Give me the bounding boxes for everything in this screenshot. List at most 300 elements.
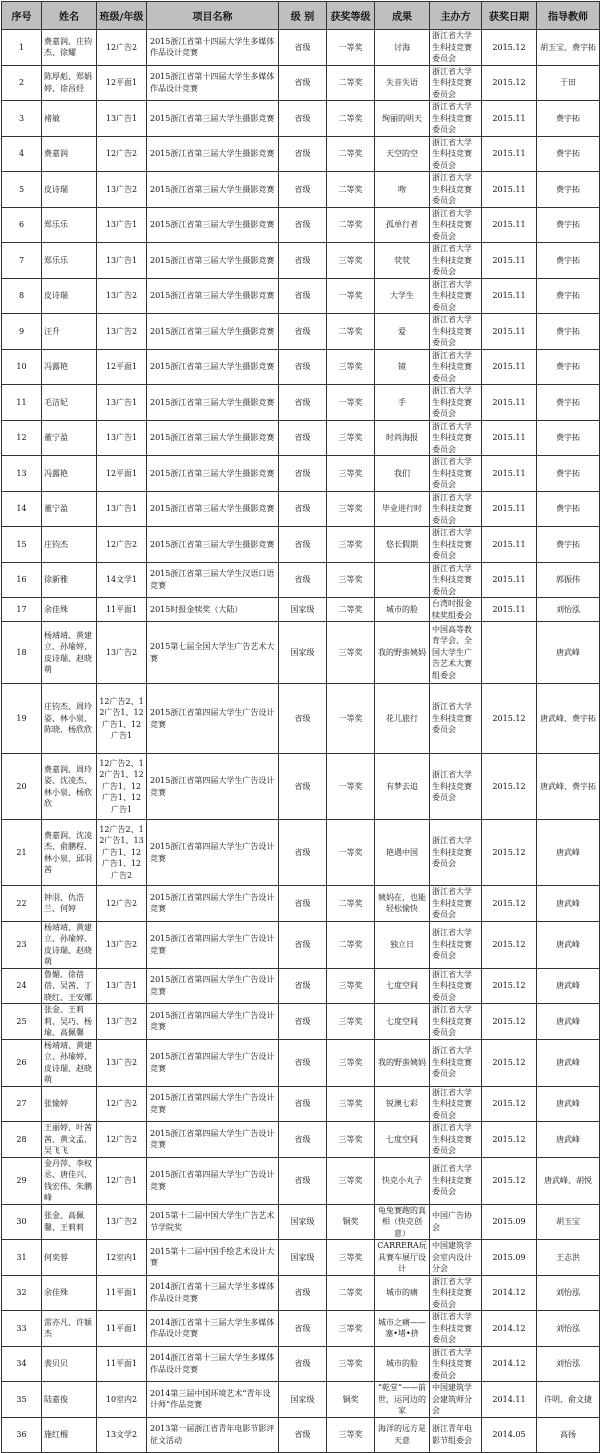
table-row (2, 622, 600, 684)
work-cell: 有梦去追 (375, 754, 430, 820)
project-cell: 2015浙江省第三届大学生摄影竞赛 (147, 101, 279, 137)
class-cell: 13广告2 (97, 622, 147, 684)
host-cell: 浙江省大学生科技竞赛委员会 (430, 1086, 482, 1122)
level-cell: 省级 (279, 754, 327, 820)
header-cell: 级 别 (279, 2, 327, 30)
date-cell: 2015.11 (482, 314, 537, 350)
teacher-cell: 郭振伟 (537, 562, 600, 598)
host-cell: 浙江省大学生科技竞赛委员会 (430, 1157, 482, 1204)
project-cell: 2014第三届中国环境艺术“青年设计师”作品竞赛 (147, 1382, 279, 1418)
header-cell: 项目名称 (147, 2, 279, 30)
project-cell: 2015浙江省第三届大学生摄影竞赛 (147, 136, 279, 172)
row-number-cell: 34 (2, 1346, 42, 1382)
award-cell: 二等奖 (327, 207, 375, 243)
work-cell: 七度空间 (375, 968, 430, 1004)
host-cell: 浙江省大学生科技竞赛委员会 (430, 207, 482, 243)
class-cell: 11平面1 (97, 1346, 147, 1382)
teacher-cell: 费宇拓 (537, 243, 600, 279)
project-cell: 2015浙江省第四届大学生广告设计竞赛 (147, 820, 279, 886)
award-cell: 一等奖 (327, 385, 375, 421)
work-cell: 海洋的远方是天意 (375, 1417, 430, 1452)
class-cell: 13广告2 (97, 278, 147, 314)
work-cell: 我的野蛮姨妈 (375, 622, 430, 684)
name-cell: 郑乐乐 (42, 207, 97, 243)
row-number-cell: 35 (2, 1382, 42, 1418)
work-cell: 手 (375, 385, 430, 421)
teacher-cell: 唐武峰、费宇拓 (537, 754, 600, 820)
awards-table (1, 1, 600, 1453)
teacher-cell: 唐武峰 (537, 886, 600, 922)
row-number-cell: 29 (2, 1157, 42, 1204)
work-cell: 茕茕 (375, 243, 430, 279)
header-cell: 指导教师 (537, 2, 600, 30)
work-cell: 快克小丸子 (375, 1157, 430, 1204)
date-cell: 2014.05 (482, 1417, 537, 1452)
teacher-cell: 刘怡泓 (537, 1311, 600, 1347)
host-cell: 浙江省大学生科技竞赛委员会 (430, 1346, 482, 1382)
class-cell: 13广告1 (97, 491, 147, 527)
teacher-cell: 于田 (537, 65, 600, 101)
row-number-cell: 27 (2, 1086, 42, 1122)
host-cell: 浙江省大学生科技竞赛委员会 (430, 1004, 482, 1040)
date-cell: 2015.12 (482, 1122, 537, 1158)
project-cell: 2015浙江省第十四届大学生多媒体作品设计竞赛 (147, 65, 279, 101)
table-row (2, 243, 600, 279)
date-cell: 2015.11 (482, 527, 537, 563)
table-row (2, 349, 600, 385)
table-row (2, 1039, 600, 1086)
name-cell: 徐新雅 (42, 562, 97, 598)
work-cell: 天空的空 (375, 136, 430, 172)
project-cell: 2013第一届浙江省青年电影节影评征文活动 (147, 1417, 279, 1452)
project-cell: 2015浙江省第三届大学生摄影竞赛 (147, 172, 279, 208)
teacher-cell: 唐武峰 (537, 921, 600, 968)
work-cell: 吻 (375, 172, 430, 208)
award-cell: 二等奖 (327, 314, 375, 350)
class-cell: 11平面1 (97, 1275, 147, 1311)
level-cell: 省级 (279, 1157, 327, 1204)
date-cell: 2015.11 (482, 278, 537, 314)
award-cell: 铜奖 (327, 1204, 375, 1240)
name-cell: 陈厚彪、郑娟婷、徐昌烃 (42, 65, 97, 101)
level-cell: 省级 (279, 349, 327, 385)
host-cell: 浙江省大学生科技竞赛委员会 (430, 456, 482, 492)
work-cell (375, 562, 430, 598)
date-cell: 2015.11 (482, 562, 537, 598)
date-cell: 2015.12 (482, 754, 537, 820)
host-cell: 浙江省大学生科技竞赛委员会 (430, 684, 482, 754)
level-cell: 省级 (279, 65, 327, 101)
name-cell: 费嘉润、周玲姿、沈凌杰、林小泉、杨欣欣 (42, 754, 97, 820)
class-cell: 12广告1 (97, 1157, 147, 1204)
work-cell: 城市之痛——塞•堵•挤 (375, 1311, 430, 1347)
date-cell: 2015.11 (482, 101, 537, 137)
table-row (2, 921, 600, 968)
row-number-cell: 8 (2, 278, 42, 314)
row-number-cell: 36 (2, 1417, 42, 1452)
project-cell: 2015浙江省第四届大学生广告设计竞赛 (147, 886, 279, 922)
class-cell: 13广告2 (97, 172, 147, 208)
name-cell: 费嘉润、庄钧杰、徐耀 (42, 30, 97, 66)
row-number-cell: 7 (2, 243, 42, 279)
teacher-cell: 唐武峰 (537, 1039, 600, 1086)
award-cell: 三等奖 (327, 420, 375, 456)
row-number-cell: 33 (2, 1311, 42, 1347)
award-cell: 二等奖 (327, 65, 375, 101)
name-cell: 张金、王莉莉、吴巧、杨瑜、高佩馨 (42, 1004, 97, 1040)
row-number-cell: 21 (2, 820, 42, 886)
work-cell: 花儿旅行 (375, 684, 430, 754)
teacher-cell: 唐武峰 (537, 1086, 600, 1122)
level-cell: 省级 (279, 385, 327, 421)
project-cell: 2015浙江省第三届大学生摄影竞赛 (147, 527, 279, 563)
row-number-cell: 24 (2, 968, 42, 1004)
name-cell: 余佳殊 (42, 1275, 97, 1311)
row-number-cell: 12 (2, 420, 42, 456)
teacher-cell: 刘怡泓 (537, 598, 600, 622)
work-cell: 七度空间 (375, 1122, 430, 1158)
work-cell: 姨妈在，也能轻松愉快 (375, 886, 430, 922)
award-cell: 三等奖 (327, 1346, 375, 1382)
host-cell: 中国广告协会 (430, 1204, 482, 1240)
project-cell: 2015浙江省第四届大学生广告设计竞赛 (147, 1039, 279, 1086)
award-cell: 三等奖 (327, 622, 375, 684)
date-cell: 2015.11 (482, 385, 537, 421)
level-cell: 省级 (279, 278, 327, 314)
table-row (2, 1275, 600, 1311)
header-row (2, 2, 600, 30)
date-cell: 2015.12 (482, 65, 537, 101)
row-number-cell: 5 (2, 172, 42, 208)
teacher-cell: 费宇拓 (537, 349, 600, 385)
row-number-cell: 9 (2, 314, 42, 350)
name-cell: 董宁盈 (42, 491, 97, 527)
award-cell: 一等奖 (327, 278, 375, 314)
project-cell: 2015第十二届中国手绘艺术设计大赛 (147, 1240, 279, 1276)
teacher-cell: 唐武峰 (537, 1004, 600, 1040)
date-cell: 2015.12 (482, 1004, 537, 1040)
level-cell: 省级 (279, 820, 327, 886)
class-cell: 12广告2 (97, 1086, 147, 1122)
project-cell: 2014浙江省第十三届大学生多媒体作品设计竞赛 (147, 1275, 279, 1311)
table-row (2, 65, 600, 101)
class-cell: 13广告2 (97, 921, 147, 968)
host-cell: 浙江省大学生科技竞赛委员会 (430, 1311, 482, 1347)
name-cell: 张愉婷 (42, 1086, 97, 1122)
name-cell: 董宁盈 (42, 420, 97, 456)
host-cell: 浙江省大学生科技竞赛委员会 (430, 754, 482, 820)
class-cell: 12广告2、12广告1、13广告1、12广告1、12广告2 (97, 820, 147, 886)
name-cell: 陆嘉俊 (42, 1382, 97, 1418)
host-cell: 浙江省大学生科技竞赛委员会 (430, 1275, 482, 1311)
header-cell: 主办方 (430, 2, 482, 30)
teacher-cell: 费宇拓 (537, 101, 600, 137)
name-cell: 杨靖靖、黄建立、孙瑜婷、皮诗瑞、赵晓萌 (42, 622, 97, 684)
date-cell: 2015.12 (482, 820, 537, 886)
row-number-cell: 10 (2, 349, 42, 385)
name-cell: 庄钧杰、周玲姿、林小泉、陈晓、杨欣欣 (42, 684, 97, 754)
name-cell: 杨靖靖、黄建立、孙瑜婷、皮诗瑞、赵晓萌 (42, 921, 97, 968)
work-cell: 悠长假期 (375, 527, 430, 563)
row-number-cell: 25 (2, 1004, 42, 1040)
host-cell: 浙江省大学生科技竞赛委员会 (430, 243, 482, 279)
row-number-cell: 23 (2, 921, 42, 968)
award-cell: 三等奖 (327, 1039, 375, 1086)
work-cell: 城市的痛 (375, 1275, 430, 1311)
work-cell: 我的野蛮姨妈 (375, 1039, 430, 1086)
award-cell: 三等奖 (327, 1004, 375, 1040)
project-cell: 2015浙江省第三届大学生摄影竞赛 (147, 349, 279, 385)
teacher-cell: 费宇拓 (537, 314, 600, 350)
teacher-cell: 唐武峰 (537, 1122, 600, 1158)
class-cell: 12广告2、12广告1、12广告1、12广告1、12广告1 (97, 754, 147, 820)
project-cell: 2015浙江省第四届大学生广告设计竞赛 (147, 921, 279, 968)
class-cell: 12广告2、12广告1、12广告1、12广告1 (97, 684, 147, 754)
award-cell: 三等奖 (327, 491, 375, 527)
teacher-cell: 费宇拓 (537, 207, 600, 243)
award-cell: 三等奖 (327, 1417, 375, 1452)
teacher-cell: 胡玉宝 (537, 1204, 600, 1240)
host-cell: 浙江省大学生科技竞赛委员会 (430, 385, 482, 421)
date-cell: 2015.11 (482, 598, 537, 622)
class-cell: 12广告2 (97, 527, 147, 563)
date-cell: 2015.12 (482, 1157, 537, 1204)
level-cell: 省级 (279, 1039, 327, 1086)
date-cell: 2015.12 (482, 1039, 537, 1086)
level-cell: 省级 (279, 1275, 327, 1311)
table-row (2, 491, 600, 527)
table-row (2, 754, 600, 820)
table-row (2, 1240, 600, 1276)
level-cell: 省级 (279, 1311, 327, 1347)
project-cell: 2015时报金犊奖（大陆） (147, 598, 279, 622)
project-cell: 2015浙江省第四届大学生广告设计竞赛 (147, 1122, 279, 1158)
row-number-cell: 11 (2, 385, 42, 421)
award-cell: 三等奖 (327, 456, 375, 492)
award-cell: 三等奖 (327, 1157, 375, 1204)
project-cell: 2015第十二届中国大学生广告艺术节学院奖 (147, 1204, 279, 1240)
level-cell: 省级 (279, 562, 327, 598)
header-cell: 获奖等级 (327, 2, 375, 30)
project-cell: 2015浙江省第四届大学生广告设计竞赛 (147, 1086, 279, 1122)
award-cell: 二等奖 (327, 172, 375, 208)
date-cell: 2015.11 (482, 136, 537, 172)
date-cell (482, 622, 537, 684)
teacher-cell: 唐武峰 (537, 968, 600, 1004)
level-cell: 省级 (279, 456, 327, 492)
class-cell: 13文学2 (97, 1417, 147, 1452)
award-cell: 二等奖 (327, 598, 375, 622)
row-number-cell: 4 (2, 136, 42, 172)
class-cell: 12平面1 (97, 65, 147, 101)
work-cell: “乾堂”——前世，运河边的家 (375, 1382, 430, 1418)
level-cell: 省级 (279, 968, 327, 1004)
level-cell: 省级 (279, 101, 327, 137)
name-cell: 汪升 (42, 314, 97, 350)
header-cell: 姓名 (42, 2, 97, 30)
award-cell: 二等奖 (327, 101, 375, 137)
work-cell: 失音失语 (375, 65, 430, 101)
host-cell: 中国建筑学会室内设计分会 (430, 1240, 482, 1276)
teacher-cell: 费宇拓 (537, 456, 600, 492)
table-row (2, 1346, 600, 1382)
date-cell: 2015.12 (482, 921, 537, 968)
teacher-cell: 唐武峰、费宇拓 (537, 684, 600, 754)
row-number-cell: 16 (2, 562, 42, 598)
host-cell: 浙江省大学生科技竞赛委员会 (430, 1039, 482, 1086)
name-cell: 皮诗瑞 (42, 172, 97, 208)
award-cell: 一等奖 (327, 754, 375, 820)
name-cell: 冯露艳 (42, 456, 97, 492)
work-cell: 七度空间 (375, 1004, 430, 1040)
host-cell: 浙江省大学生科技竞赛委员会 (430, 349, 482, 385)
host-cell: 浙江青年电影节组委会 (430, 1417, 482, 1452)
teacher-cell: 许明、俞文捷 (537, 1382, 600, 1418)
award-cell: 三等奖 (327, 1311, 375, 1347)
project-cell: 2015浙江省第三届大学生摄影竞赛 (147, 456, 279, 492)
project-cell: 2015浙江省第三届大学生摄影竞赛 (147, 491, 279, 527)
work-cell: 城市的脸 (375, 598, 430, 622)
teacher-cell: 唐武峰 (537, 820, 600, 886)
work-cell: 毕业进行时 (375, 491, 430, 527)
award-cell: 三等奖 (327, 527, 375, 563)
header-cell: 序号 (2, 2, 42, 30)
host-cell: 浙江省大学生科技竞赛委员会 (430, 278, 482, 314)
teacher-cell: 胡玉宝、费宇拓 (537, 30, 600, 66)
level-cell: 国家级 (279, 622, 327, 684)
work-cell: 独立日 (375, 921, 430, 968)
award-cell: 二等奖 (327, 886, 375, 922)
project-cell: 2015浙江省第三届大学生摄影竞赛 (147, 385, 279, 421)
row-number-cell: 22 (2, 886, 42, 922)
class-cell: 12平面1 (97, 349, 147, 385)
date-cell: 2015.12 (482, 684, 537, 754)
award-cell: 三等奖 (327, 1122, 375, 1158)
name-cell: 钟羽、仇浩兰、何婷 (42, 886, 97, 922)
host-cell: 浙江省大学生科技竞赛委员会 (430, 30, 482, 66)
award-cell: 三等奖 (327, 562, 375, 598)
name-cell: 余佳殊 (42, 598, 97, 622)
level-cell: 省级 (279, 1004, 327, 1040)
project-cell: 2015浙江省第三届大学生汉语口语竞赛 (147, 562, 279, 598)
name-cell: 鲁媚、徐蓓蓓、吴茜、丁晓红、王安娜 (42, 968, 97, 1004)
host-cell: 浙江省大学生科技竞赛委员会 (430, 968, 482, 1004)
name-cell: 金丹萍、李权丞、唐佳兴、钱宏伟、朱鹏峰 (42, 1157, 97, 1204)
class-cell: 13广告1 (97, 207, 147, 243)
table-row (2, 1204, 600, 1240)
teacher-cell: 费宇拓 (537, 172, 600, 208)
host-cell: 台湾时报金犊奖组委会 (430, 598, 482, 622)
level-cell: 省级 (279, 243, 327, 279)
table-row (2, 136, 600, 172)
date-cell: 2015.09 (482, 1204, 537, 1240)
teacher-cell: 费宇拓 (537, 278, 600, 314)
date-cell: 2015.12 (482, 886, 537, 922)
project-cell: 2015浙江省第三届大学生摄影竞赛 (147, 420, 279, 456)
class-cell: 13广告1 (97, 420, 147, 456)
date-cell: 2015.09 (482, 1240, 537, 1276)
teacher-cell: 高扬 (537, 1417, 600, 1452)
table-row (2, 278, 600, 314)
row-number-cell: 2 (2, 65, 42, 101)
work-cell: 孤单行者 (375, 207, 430, 243)
level-cell: 国家级 (279, 598, 327, 622)
row-number-cell: 19 (2, 684, 42, 754)
table-row (2, 1417, 600, 1452)
table-row (2, 101, 600, 137)
name-cell: 施红榴 (42, 1417, 97, 1452)
level-cell: 国家级 (279, 1382, 327, 1418)
work-cell: 大学生 (375, 278, 430, 314)
host-cell: 浙江省大学生科技竞赛委员会 (430, 921, 482, 968)
teacher-cell: 费宇拓 (537, 527, 600, 563)
table-row (2, 1157, 600, 1204)
level-cell: 省级 (279, 921, 327, 968)
class-cell: 12广告2 (97, 886, 147, 922)
date-cell: 2015.11 (482, 349, 537, 385)
level-cell: 省级 (279, 1086, 327, 1122)
header-cell: 获奖日期 (482, 2, 537, 30)
name-cell: 何奕蓉 (42, 1240, 97, 1276)
table-row (2, 420, 600, 456)
class-cell: 14文学1 (97, 562, 147, 598)
date-cell: 2015.11 (482, 456, 537, 492)
table-row (2, 968, 600, 1004)
award-cell: 一等奖 (327, 820, 375, 886)
class-cell: 13广告2 (97, 1004, 147, 1040)
table-row (2, 207, 600, 243)
row-number-cell: 28 (2, 1122, 42, 1158)
name-cell: 张金、高佩馨、王莉莉 (42, 1204, 97, 1240)
host-cell: 浙江省大学生科技竞赛委员会 (430, 420, 482, 456)
work-cell: 讨海 (375, 30, 430, 66)
host-cell: 浙江省大学生科技竞赛委员会 (430, 136, 482, 172)
class-cell: 13广告2 (97, 314, 147, 350)
work-cell: 镜 (375, 349, 430, 385)
class-cell: 12平面1 (97, 456, 147, 492)
award-cell: 一等奖 (327, 684, 375, 754)
date-cell: 2015.11 (482, 172, 537, 208)
work-cell: 爱 (375, 314, 430, 350)
row-number-cell: 1 (2, 30, 42, 66)
host-cell: 中国高等教育学会、全国大学生广告艺术大赛组委会 (430, 622, 482, 684)
row-number-cell: 30 (2, 1204, 42, 1240)
table-row (2, 886, 600, 922)
project-cell: 2015浙江省第四届大学生广告设计竞赛 (147, 1004, 279, 1040)
project-cell: 2015浙江省第三届大学生摄影竞赛 (147, 278, 279, 314)
project-cell: 2015浙江省第三届大学生摄影竞赛 (147, 207, 279, 243)
table-row (2, 562, 600, 598)
header-cell: 成果 (375, 2, 430, 30)
level-cell: 省级 (279, 886, 327, 922)
date-cell: 2015.12 (482, 30, 537, 66)
project-cell: 2015浙江省第四届大学生广告设计竞赛 (147, 968, 279, 1004)
level-cell: 国家级 (279, 1240, 327, 1276)
row-number-cell: 32 (2, 1275, 42, 1311)
name-cell: 雷亦凡、许颖杰 (42, 1311, 97, 1347)
date-cell: 2015.11 (482, 491, 537, 527)
level-cell: 省级 (279, 420, 327, 456)
work-cell: 艳遇中国 (375, 820, 430, 886)
row-number-cell: 13 (2, 456, 42, 492)
table-row (2, 527, 600, 563)
award-cell: 一等奖 (327, 30, 375, 66)
class-cell: 13广告1 (97, 968, 147, 1004)
date-cell: 2014.11 (482, 1382, 537, 1418)
table-row (2, 385, 600, 421)
class-cell: 12广告2 (97, 1122, 147, 1158)
host-cell: 浙江省大学生科技竞赛委员会 (430, 314, 482, 350)
